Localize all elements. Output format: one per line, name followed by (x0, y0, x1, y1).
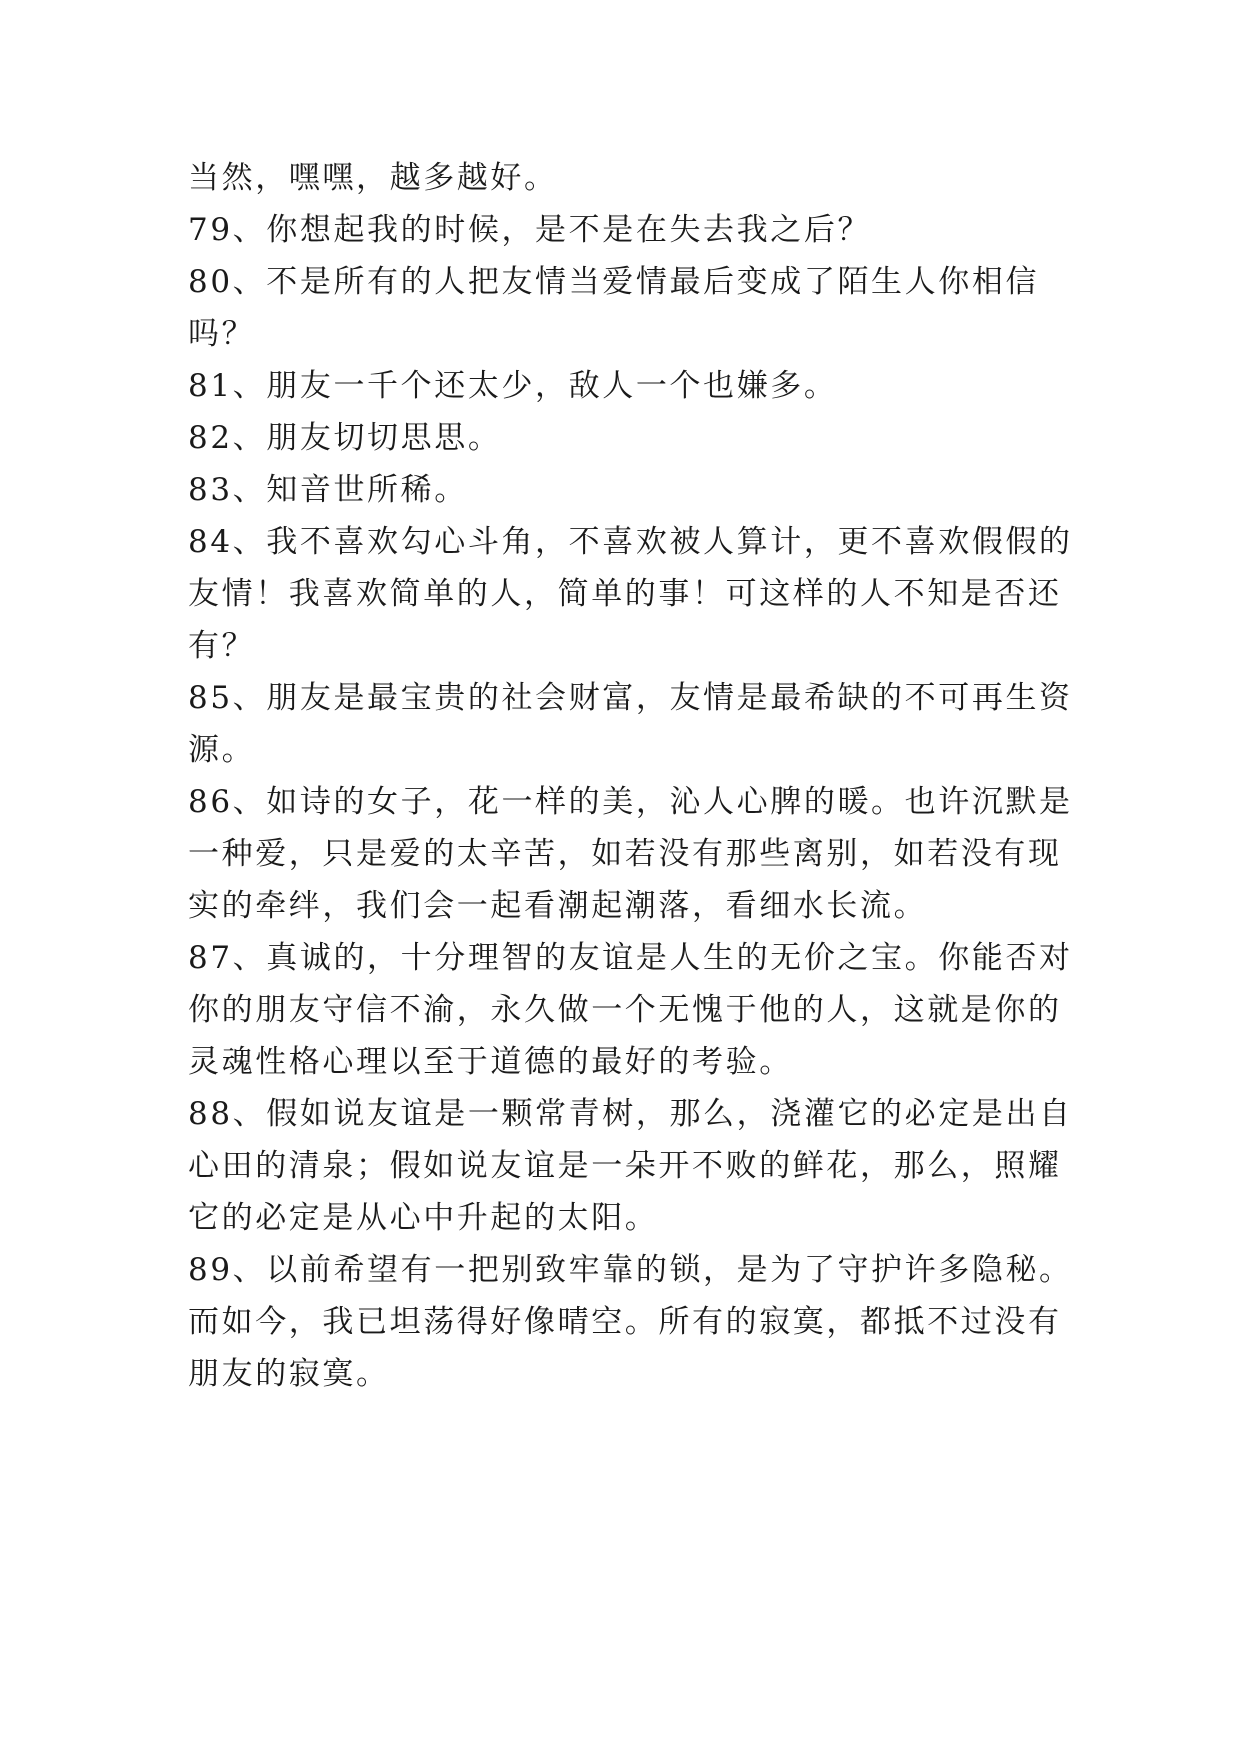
text-line: 83、知音世所稀。 (188, 472, 468, 508)
text-line: 朋友的寂寞。 (188, 1356, 390, 1392)
text-line: 86、如诗的女子，花一样的美，沁人心脾的暖。也许沉默是 (188, 784, 1073, 820)
text-line: 84、我不喜欢勾心斗角，不喜欢被人算计，更不喜欢假假的 (188, 524, 1073, 560)
text-line: 85、朋友是最宝贵的社会财富，友情是最希缺的不可再生资 (188, 680, 1073, 716)
text-line: 当然，嘿嘿，越多越好。 (188, 160, 558, 196)
text-line: 友情！我喜欢简单的人，简单的事！可这样的人不知是否还 (188, 576, 1062, 612)
text-line: 87、真诚的，十分理智的友谊是人生的无价之宝。你能否对 (188, 940, 1073, 976)
text-line: 88、假如说友谊是一颗常青树，那么，浇灌它的必定是出自 (188, 1096, 1073, 1132)
text-line: 89、以前希望有一把别致牢靠的锁，是为了守护许多隐秘。 (188, 1252, 1073, 1288)
text-line: 79、你想起我的时候，是不是在失去我之后？ (188, 212, 872, 248)
text-line: 吗？ (188, 316, 256, 352)
text-line: 灵魂性格心理以至于道德的最好的考验。 (188, 1044, 793, 1080)
text-line: 而如今，我已坦荡得好像晴空。所有的寂寞，都抵不过没有 (188, 1304, 1062, 1340)
text-line: 实的牵绊，我们会一起看潮起潮落，看细水长流。 (188, 888, 928, 924)
text-line: 你的朋友守信不渝，永久做一个无愧于他的人，这就是你的 (188, 992, 1062, 1028)
text-line: 80、不是所有的人把友情当爱情最后变成了陌生人你相信 (188, 264, 1040, 300)
text-line: 有？ (188, 628, 256, 664)
text-line: 81、朋友一千个还太少，敌人一个也嫌多。 (188, 368, 838, 404)
text-line: 心田的清泉；假如说友谊是一朵开不败的鲜花，那么，照耀 (188, 1148, 1062, 1184)
text-line: 它的必定是从心中升起的太阳。 (188, 1200, 659, 1236)
text-line: 源。 (188, 732, 256, 768)
text-line: 82、朋友切切思思。 (188, 420, 502, 456)
text-line: 一种爱，只是爱的太辛苦，如若没有那些离别，如若没有现 (188, 836, 1062, 872)
